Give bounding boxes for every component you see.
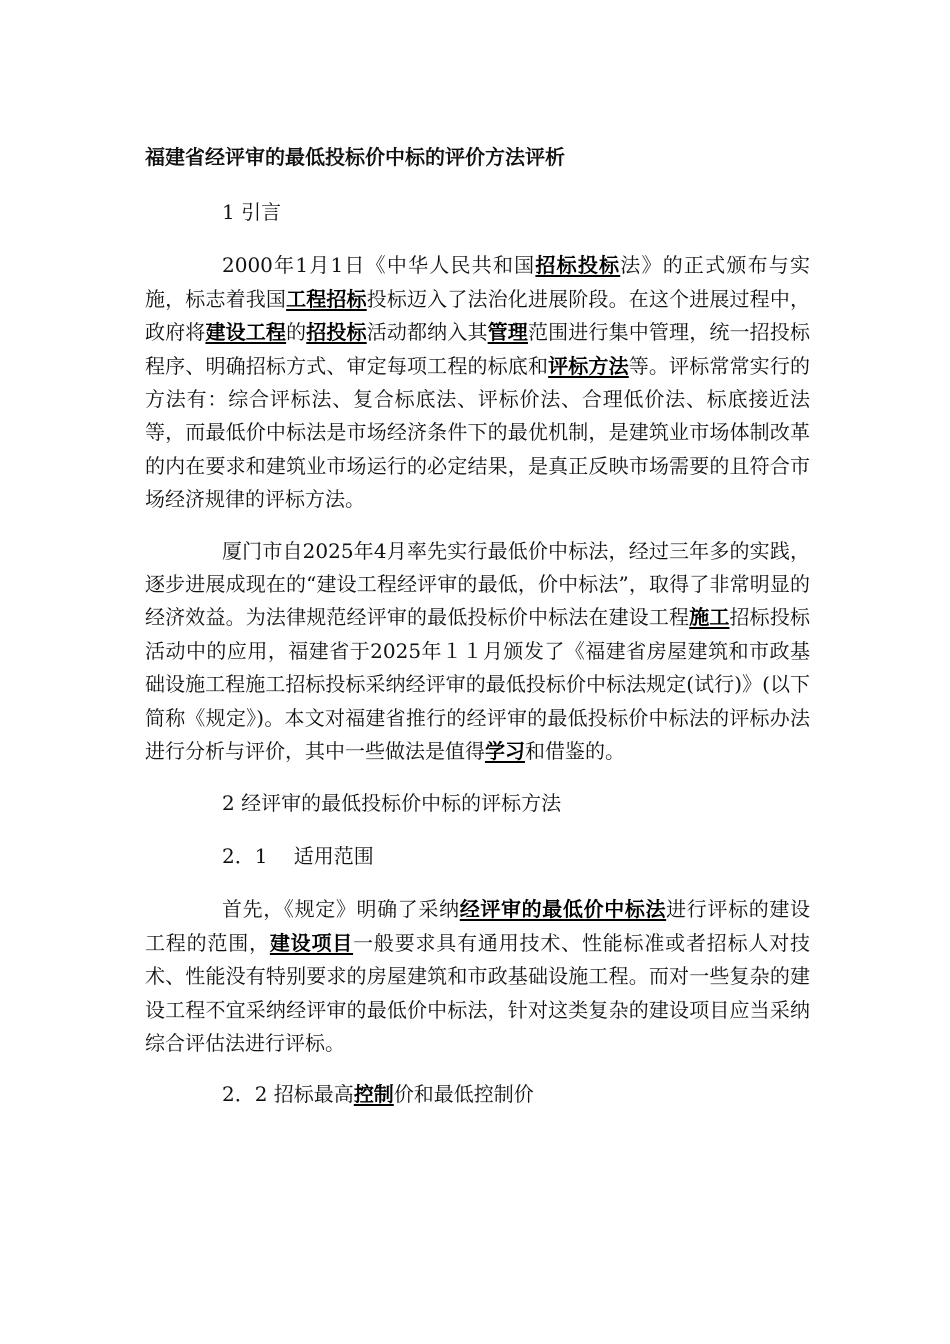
text-run: 价和最低控制价: [393, 1082, 534, 1107]
document-page: [145, 140, 810, 1132]
subsection-heading-scope: 2．1 适用范围: [222, 843, 374, 868]
text-run: 2．2 招标最高: [222, 1082, 354, 1107]
link-xuexi[interactable]: 学习: [485, 739, 525, 764]
text-run: 活动都纳入其: [366, 320, 488, 345]
text-run: 和借鉴的。: [525, 739, 625, 764]
link-gongcheng-zhaobiao[interactable]: 工程招标: [286, 286, 367, 311]
text-run: 投标迈入了法治化进展阶段。在这个进展过程中，政府将: [145, 286, 810, 345]
section-heading-method: 2 经评审的最低投标价中标的评标方法: [222, 790, 562, 815]
paragraph-xiamen: [145, 535, 810, 769]
text-run: 的: [286, 320, 307, 345]
subsection-heading-control-price: [145, 1078, 810, 1111]
text-run: 进行评标的建设工程的范围，: [145, 897, 811, 955]
link-shigong[interactable]: 施工: [689, 605, 730, 630]
link-jianshe-xiangmu[interactable]: 建设项目: [269, 930, 354, 955]
link-zhaotoubiao[interactable]: 招投标: [306, 320, 367, 345]
section-heading-introduction: 1 引言: [222, 200, 282, 224]
link-zhaobiao-toubiao[interactable]: 招标投标: [535, 253, 621, 278]
link-lowest-price-method[interactable]: 经评审的最低价中标法: [459, 897, 667, 922]
text-run: 2000年1月1日《中华人民共和国: [222, 253, 536, 278]
link-kongzhi[interactable]: 控制: [353, 1082, 394, 1107]
link-pingbiao-fangfa[interactable]: 评标方法: [548, 353, 629, 378]
text-run: 厦门市自2025年4月率先实行最低价中标法，经过三年多的实践，逐步进展成现在的“建设工程经评审的最低，价中标法”，取得了非常明显的经济效益。为法律规范经评审的最低投标价中标法在建设工程: [145, 538, 810, 630]
text-run: 范围进行集中管理，统一招投标程序、明确招标方式、审定每项工程的标底和: [145, 320, 810, 378]
document-title: 福建省经评审的最低投标价中标的评价方法评析: [145, 145, 565, 169]
link-jianshe-gongcheng[interactable]: 建设工程: [205, 320, 287, 345]
link-guanli[interactable]: 管理: [487, 320, 528, 345]
text-run: 招标投标活动中的应用，福建省于2025年１１月颁发了《福建省房屋建筑和市政基础设施工程施工招标投标采纳经评审的最低投标价中标法规定(试行)》(以下简称《规定》)。本文对福建省推行的经评审的最低投标价中标法的评标办法进行分析与评价，其中一些做法是值得: [145, 605, 810, 764]
text-run: 法》的正式颁布与实施，标志着我国: [145, 253, 811, 311]
paragraph-scope: [145, 893, 810, 1060]
text-run: 首先，《规定》明确了采纳: [222, 897, 460, 922]
text-run: 等。评标常常实行的方法有：综合评标法、复合标底法、评标价法、合理低价法、标底接近法等，而最低价中标法是市场经济条件下的最优机制，是建筑业市场体制改革的内在要求和建筑业市场运行的必定结果，是真正反映市场需要的且符合市场经济规律的评标方法。: [145, 353, 810, 512]
text-run: 一般要求具有通用技术、性能标准或者招标人对技术、性能没有特别要求的房屋建筑和市政基础设施工程。而对一些复杂的建设工程不宜采纳经评审的最低价中标法，针对这类复杂的建设项目应当采纳综合评估法进行评标。: [145, 930, 811, 1055]
paragraph-introduction: [145, 249, 810, 516]
